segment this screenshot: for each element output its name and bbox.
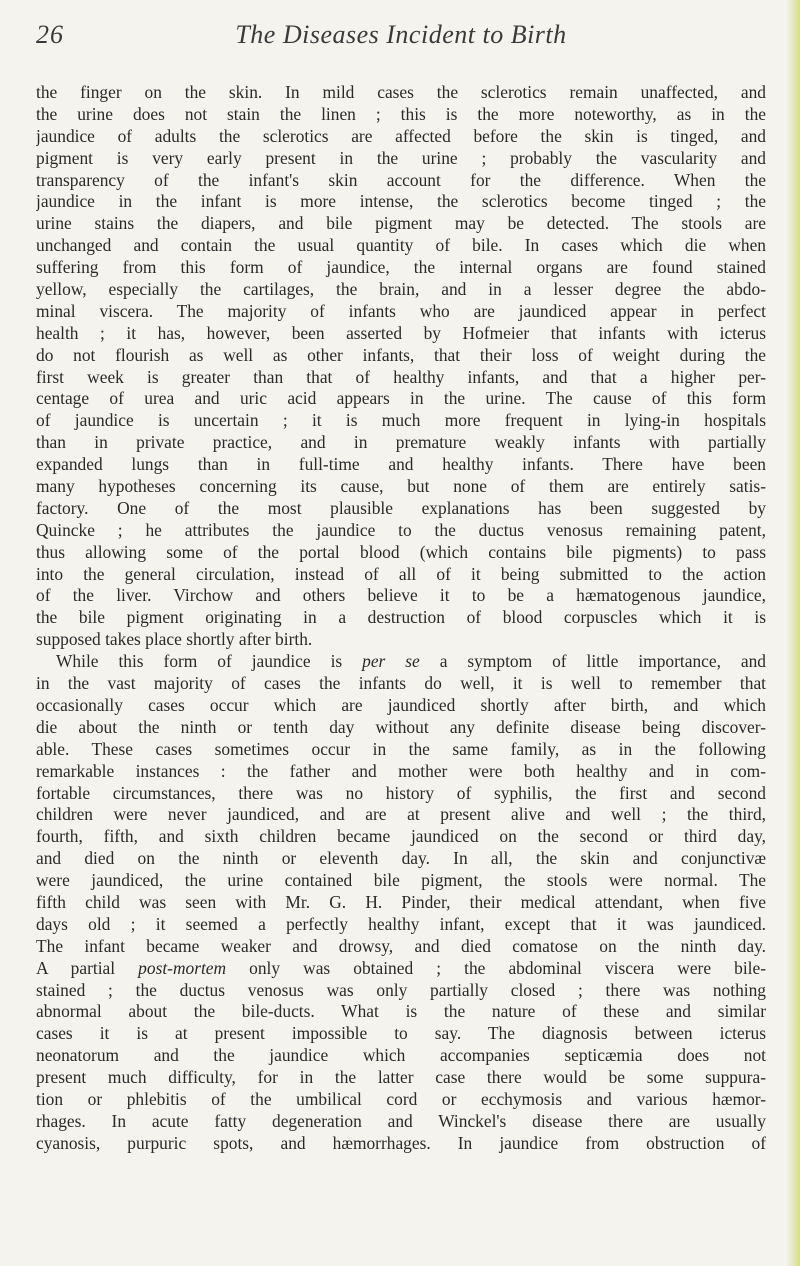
text-line: pigment is very early present in the urine ; probably the vascularity and xyxy=(36,147,766,168)
text-line: were jaundiced, the urine contained bile pigment, the stools were normal. The xyxy=(36,870,766,891)
text-line: rhages. In acute fatty degeneration and Winckel's disease there are usually xyxy=(36,1110,766,1131)
text-line: the urine does not stain the linen ; this is the more noteworthy, as in the xyxy=(36,103,766,124)
text-line: days old ; it seemed a perfectly healthy infant, except that it was jaundiced. xyxy=(36,913,766,934)
text-line: first week is greater than that of healthy infants, and that a higher per- xyxy=(36,366,766,387)
text-line: jaundice in the infant is more intense, the sclerotics become tinged ; the xyxy=(36,191,766,212)
text-line: many hypotheses concerning its cause, but none of them are entirely satis- xyxy=(36,476,766,497)
text-line: supposed takes place shortly after birth. xyxy=(36,629,313,650)
text-line: able. These cases sometimes occur in the same family, as in the following xyxy=(36,738,766,759)
text-line xyxy=(36,958,766,980)
text-segment: only was obtained ; the abdominal viscera were bile- xyxy=(226,957,766,978)
text-line: The infant became weaker and drowsy, and died comatose on the ninth day. xyxy=(36,935,766,956)
text-line: abnormal about the bile-ducts. What is the nature of these and similar xyxy=(36,1001,766,1022)
text-line: cases it is at present impossible to say. The diagnosis between icterus xyxy=(36,1023,766,1044)
text-line: fourth, fifth, and sixth children became jaundiced on the second or third day, xyxy=(36,826,766,847)
text-line: cyanosis, purpuric spots, and hæmorrhages. In jaundice from obstruction of xyxy=(36,1132,766,1153)
text-line: jaundice of adults the sclerotics are affected before the skin is tinged, and xyxy=(36,125,766,146)
text-line: die about the ninth or tenth day without any definite disease being discover- xyxy=(36,716,766,737)
text-line: and died on the ninth or eleventh day. In all, the skin and conjunctivæ xyxy=(36,848,766,869)
text-line: factory. One of the most plausible explanations has been suggested by xyxy=(36,497,766,518)
text-line: children were never jaundiced, and are at present alive and well ; the third, xyxy=(36,804,766,825)
text-line: expanded lungs than in full-time and healthy infants. There have been xyxy=(36,454,766,475)
text-segment: A partial xyxy=(36,957,139,978)
page-number: 26 xyxy=(36,20,64,49)
text-line: stained ; the ductus venosus was only partially closed ; there was nothing xyxy=(36,979,766,1000)
text-line: of the liver. Virchow and others believe it to be a hæmatogenous jaundice, xyxy=(36,585,766,606)
text-line: health ; it has, however, been asserted by Hofmeier that infants with icterus xyxy=(36,322,766,343)
body-text xyxy=(36,82,766,1155)
text-segment: a symptom of little importance, and xyxy=(419,651,766,672)
text-line xyxy=(36,651,766,673)
text-line: suffering from this form of jaundice, the internal organs are found stained xyxy=(36,257,766,278)
text-line: tion or phlebitis of the umbilical cord or ecchymosis and various hæmor- xyxy=(36,1088,766,1109)
text-line: the bile pigment originating in a destruction of blood corpuscles which it is xyxy=(36,607,766,628)
page-header xyxy=(36,14,766,58)
text-line: yellow, especially the cartilages, the brain, and in a lesser degree the abdo- xyxy=(36,279,766,300)
page-edge-stain xyxy=(786,0,800,1266)
text-line: transparency of the infant's skin account for the difference. When the xyxy=(36,169,766,190)
text-line: than in private practice, and in premature weakly infants with partially xyxy=(36,432,766,453)
text-line: present much difficulty, for in the latter case there would be some suppura- xyxy=(36,1067,766,1088)
text-line: fifth child was seen with Mr. G. H. Pinder, their medical attendant, when five xyxy=(36,891,766,912)
text-line: neonatorum and the jaundice which accompanies septicæmia does not xyxy=(36,1045,766,1066)
text-line: thus allowing some of the portal blood (which contains bile pigments) to pass xyxy=(36,541,766,562)
text-line: the finger on the skin. In mild cases the sclerotics remain unaffected, and xyxy=(36,82,766,102)
text-line: fortable circumstances, there was no history of syphilis, the first and second xyxy=(36,782,766,803)
text-segment: While this form of jaundice is xyxy=(56,651,363,672)
text-line: centage of urea and uric acid appears in the urine. The cause of this form xyxy=(36,388,766,409)
text-line: into the general circulation, instead of all of it being submitted to the action xyxy=(36,563,766,584)
text-line: remarkable instances : the father and mother were both healthy and in com- xyxy=(36,760,766,781)
italic-phrase: per se xyxy=(362,651,420,672)
text-line: urine stains the diapers, and bile pigment may be detected. The stools are xyxy=(36,213,766,234)
text-line: unchanged and contain the usual quantity of bile. In cases which die when xyxy=(36,235,766,256)
text-line: minal viscera. The majority of infants who are jaundiced appear in perfect xyxy=(36,300,766,321)
running-title: The Diseases Incident to Birth xyxy=(235,20,567,49)
text-line: do not flourish as well as other infants, that their loss of weight during the xyxy=(36,344,766,365)
italic-phrase: post-mortem xyxy=(138,957,227,978)
text-line: of jaundice is uncertain ; it is much more frequent in lying-in hospitals xyxy=(36,410,766,431)
text-line: occasionally cases occur which are jaundiced shortly after birth, and which xyxy=(36,694,766,715)
text-line: in the vast majority of cases the infants do well, it is well to remember that xyxy=(36,673,766,694)
text-line: Quincke ; he attributes the jaundice to the ductus venosus remaining patent, xyxy=(36,519,766,540)
